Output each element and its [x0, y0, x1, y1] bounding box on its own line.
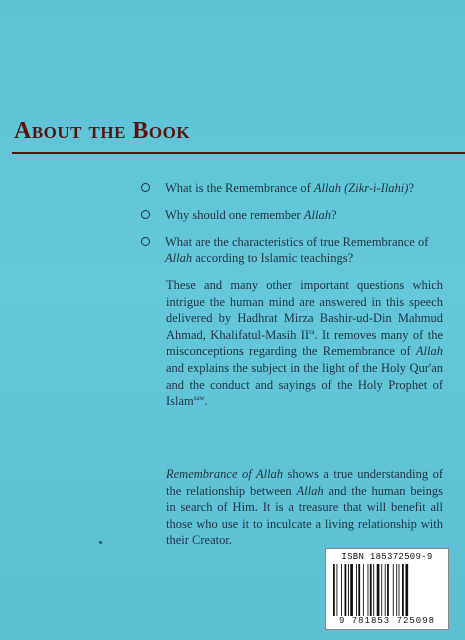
- barcode-bar: [336, 564, 337, 616]
- barcode-bar: [350, 564, 353, 616]
- honorific-superscript: ra: [309, 327, 315, 336]
- barcode-bar: [373, 564, 374, 616]
- barcode-bar: [387, 564, 389, 616]
- question-list: [140, 180, 440, 277]
- barcode-bar: [356, 564, 357, 616]
- paragraph-text: .: [204, 394, 208, 409]
- barcode-bar: [385, 564, 386, 616]
- bullet-circle-icon: [141, 210, 150, 219]
- barcode-bar: [405, 564, 408, 616]
- barcode-bar: [377, 564, 380, 616]
- barcode-bar: [358, 564, 360, 616]
- question-item: [140, 180, 440, 196]
- summary-paragraph: [166, 466, 443, 549]
- description-paragraph: [166, 277, 443, 410]
- paragraph-emphasis: Allah: [415, 344, 443, 359]
- barcode-bar: [399, 564, 400, 616]
- barcode-bar: [402, 564, 404, 616]
- paragraph-text: and the human beings in search of Him. It is a treasure that will benefit all those who use it to inculcate a living relationship with their Creator.: [166, 483, 443, 548]
- barcode-bar: [363, 564, 364, 616]
- question-item: [140, 234, 440, 266]
- barcode-bar: [348, 564, 349, 616]
- barcode-bar: [396, 564, 397, 616]
- paragraph-emphasis: Allah: [296, 483, 324, 498]
- question-text: What are the characteristics of true Remembrance of: [165, 235, 429, 249]
- book-title: Remembrance of Allah: [166, 467, 284, 481]
- question-emphasis: Allah (Zikr-i-Ilahi): [313, 181, 409, 195]
- question-text-end: ?: [330, 208, 337, 222]
- question-item: [140, 207, 440, 223]
- barcode-bars: [332, 564, 442, 616]
- isbn-barcode: [325, 548, 449, 630]
- print-speck: [99, 541, 102, 544]
- question-emphasis: Allah: [303, 208, 331, 222]
- bullet-circle-icon: [141, 183, 150, 192]
- question-text-end: ?: [408, 181, 414, 195]
- barcode-bar: [368, 564, 369, 616]
- section-heading: About the Book: [14, 118, 191, 144]
- paragraph-text: . It removes many of the misconceptions regarding the Remembrance of: [166, 327, 443, 359]
- barcode-bar: [393, 564, 394, 616]
- barcode-bar: [381, 564, 382, 616]
- question-text-end: according to Islamic teachings?: [192, 251, 354, 265]
- heading-rule: [12, 152, 465, 154]
- isbn-label: ISBN 185372509-9: [341, 552, 433, 562]
- barcode-bar: [345, 564, 347, 616]
- paragraph-text: and explains the subject in the light of the Holy Qur'an and the conduct and sayings of the Holy Prophet of Islam: [166, 360, 443, 409]
- barcode-bar: [333, 564, 335, 616]
- paragraph-text: These and many other important questions which intrigue the human mind are answered in this speech delivered by Hadhrat Mirza Bashir-ud-Din Mahmud Ahmad, Khalifatul-Masih II: [166, 278, 443, 342]
- paragraph-text: shows a true understanding of the relationship between: [166, 467, 443, 498]
- barcode-bar: [370, 564, 372, 616]
- barcode-number: 9 781853 725098: [338, 616, 435, 626]
- honorific-superscript: saw: [193, 394, 205, 402]
- barcode-bar: [341, 564, 342, 616]
- question-text: What is the Remembrance of: [165, 181, 314, 195]
- bullet-circle-icon: [141, 237, 150, 246]
- question-text: Why should one remember: [165, 208, 304, 222]
- question-emphasis: Allah: [165, 251, 193, 265]
